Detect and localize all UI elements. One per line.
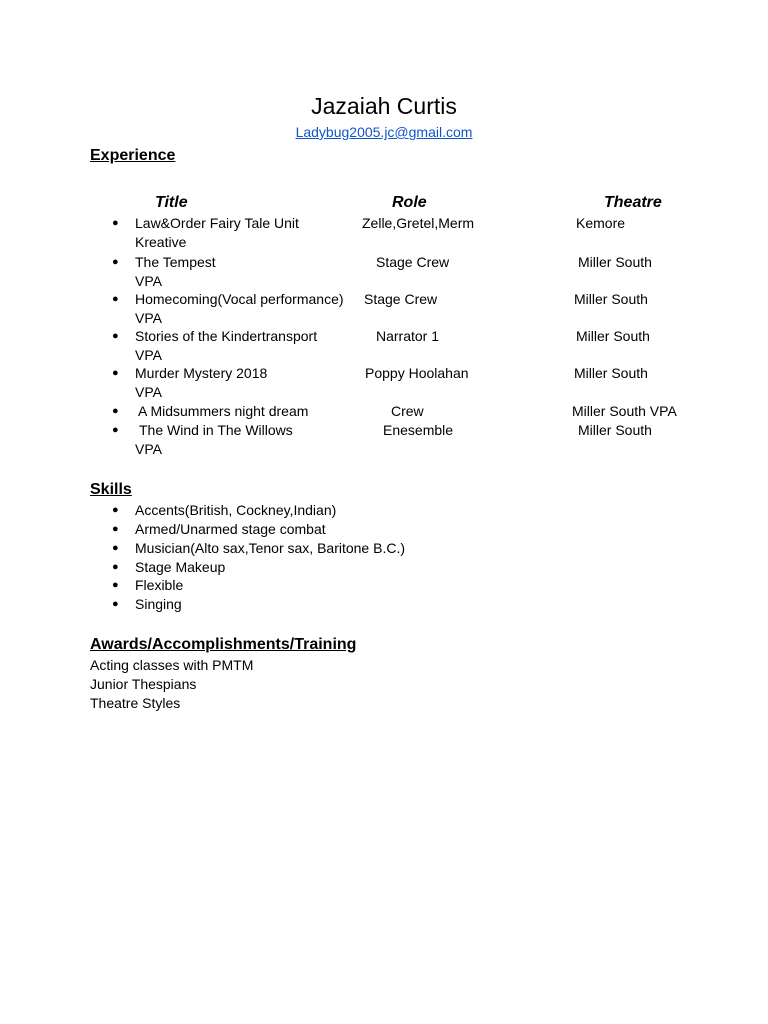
awards-heading: Awards/Accomplishments/Training — [90, 636, 357, 653]
skill-text: Accents(British, Cockney,Indian) — [135, 502, 337, 518]
email-link[interactable]: Ladybug2005.jc@gmail.com — [295, 124, 473, 140]
skill-text: Flexible — [135, 577, 184, 593]
bullet: ● — [112, 579, 119, 591]
production-theatre: Miller South — [578, 422, 652, 438]
bullet: ● — [112, 523, 119, 535]
production-theatre: Kemore — [576, 215, 626, 231]
production-role: Enesemble — [383, 422, 454, 438]
theatre-continuation: VPA — [135, 273, 162, 289]
bullet: ● — [112, 217, 119, 229]
theatre-continuation: Kreative — [135, 234, 187, 250]
production-title: The Wind in The Willows — [139, 422, 293, 438]
production-role: Stage Crew — [364, 291, 438, 307]
column-title-header: Title — [155, 194, 188, 211]
production-role: Narrator 1 — [376, 328, 440, 344]
production-title: Murder Mystery 2018 — [135, 365, 268, 381]
bullet: ● — [112, 561, 119, 573]
production-theatre: Miller South VPA — [572, 403, 677, 419]
bullet: ● — [112, 367, 119, 379]
skills-heading: Skills — [90, 481, 132, 498]
production-theatre: Miller South — [574, 365, 648, 381]
bullet: ● — [112, 424, 119, 436]
production-role: Stage Crew — [376, 254, 450, 270]
production-title: Homecoming(Vocal performance) — [135, 291, 344, 307]
column-role-header: Role — [392, 194, 427, 211]
bullet: ● — [112, 504, 119, 516]
award-item: Acting classes with PMTM — [90, 657, 254, 673]
skill-text: Stage Makeup — [135, 559, 226, 575]
bullet: ● — [112, 405, 119, 417]
production-role: Crew — [391, 403, 424, 419]
theatre-continuation: VPA — [135, 347, 162, 363]
award-item: Theatre Styles — [90, 695, 181, 711]
production-theatre: Miller South — [576, 328, 650, 344]
production-title: A Midsummers night dream — [138, 403, 309, 419]
theatre-continuation: VPA — [135, 441, 162, 457]
bullet: ● — [112, 542, 119, 554]
bullet: ● — [112, 293, 119, 305]
production-role: Poppy Hoolahan — [365, 365, 469, 381]
column-theatre-header: Theatre — [604, 194, 662, 211]
theatre-continuation: VPA — [135, 310, 162, 326]
skill-text: Singing — [135, 596, 182, 612]
bullet: ● — [112, 256, 119, 268]
skill-text: Musician(Alto sax,Tenor sax, Baritone B.C.) — [135, 540, 405, 556]
theatre-continuation: VPA — [135, 384, 162, 400]
bullet: ● — [112, 598, 119, 610]
production-title: The Tempest — [135, 254, 216, 270]
award-item: Junior Thespians — [90, 676, 197, 692]
skill-text: Armed/Unarmed stage combat — [135, 521, 326, 537]
production-title: Stories of the Kindertransport — [135, 328, 318, 344]
resume-name: Jazaiah Curtis — [311, 93, 457, 119]
production-role: Zelle,Gretel,Merm — [362, 215, 475, 231]
experience-heading: Experience — [90, 147, 176, 164]
production-theatre: Miller South — [578, 254, 652, 270]
production-theatre: Miller South — [574, 291, 648, 307]
bullet: ● — [112, 330, 119, 342]
production-title: Law&Order Fairy Tale Unit — [135, 215, 299, 231]
